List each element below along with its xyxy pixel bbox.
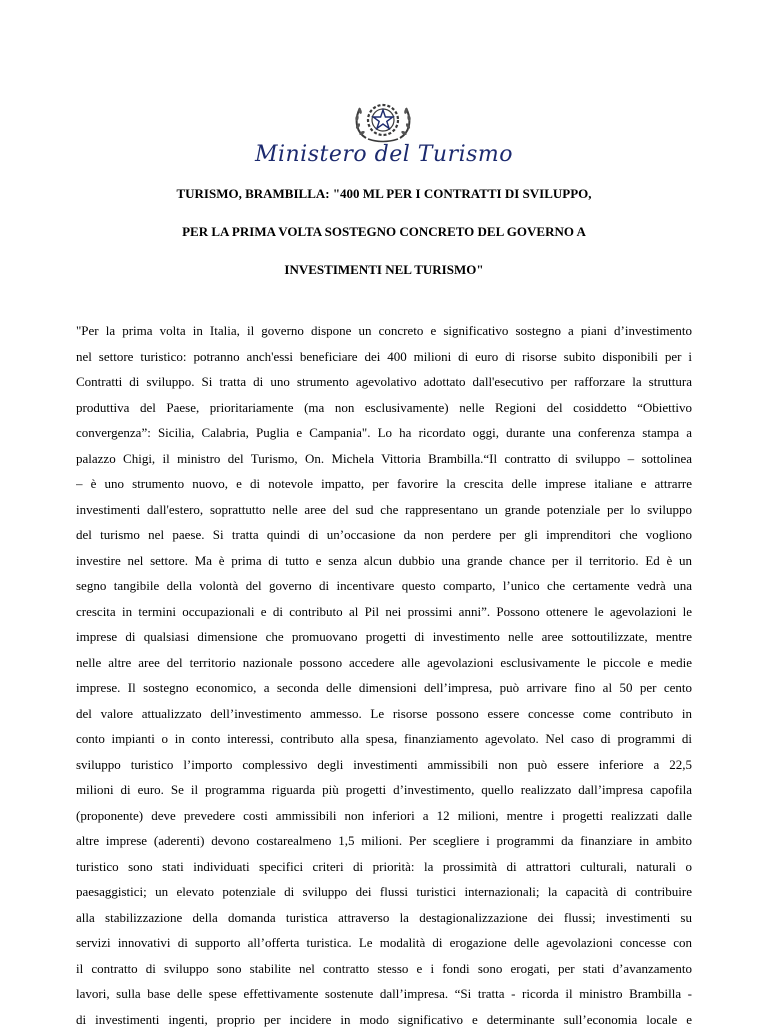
body-line: imprese. Il sostegno economico, a seconda delle dimensioni dell’impresa, può arrivare fino al 50 per cento bbox=[76, 675, 692, 701]
italian-republic-emblem-icon bbox=[352, 98, 414, 144]
body-line: Contratti di sviluppo. Si tratta di uno strumento agevolativo adottato dall'esecutivo per rafforzare la struttura bbox=[76, 369, 692, 395]
body-line: milioni di euro. Se il programma riguarda più progetti d’investimento, quello realizzato dall’impresa capofila bbox=[76, 777, 692, 803]
body-line: paesaggistici; un elevato potenziale di sviluppo dei flussi turistici internazionali; la capacità di contribuire bbox=[76, 879, 692, 905]
article-body bbox=[76, 318, 692, 1032]
body-line: di investimenti ingenti, proprio per incidere in modo significativo e determinante sull’economia locale e bbox=[76, 1007, 692, 1032]
body-line: produttiva del Paese, prioritariamente (ma non esclusivamente) nelle Regioni del cosiddetto “Obiettivo bbox=[76, 395, 692, 421]
body-line: segno tangibile della volontà del governo di incentivare questo comparto, l’unico che certamente vedrà una bbox=[76, 573, 692, 599]
body-line: – è uno strumento nuovo, e di notevole impatto, per favorire la crescita delle imprese italiane e attrarre bbox=[76, 471, 692, 497]
body-line: investimenti dall'estero, soprattutto nelle aree del sud che rappresentano un grande potenziale per lo sviluppo bbox=[76, 497, 692, 523]
ministry-logo-text: Ministero del Turismo bbox=[0, 142, 768, 167]
body-line: turistico sono stati individuati specifici criteri di priorità: la prossimità di attrattori culturali, naturali o bbox=[76, 854, 692, 880]
title-line-3: INVESTIMENTI NEL TURISMO" bbox=[90, 261, 678, 279]
body-line: investire nel settore. Ma è prima di tutto e senza alcun dubbio una grande chance per il territorio. Ed è un bbox=[76, 548, 692, 574]
body-line: (proponente) deve prevedere costi ammissibili non inferiori a 12 milioni, mentre i progetti realizzati dalle bbox=[76, 803, 692, 829]
body-line: "Per la prima volta in Italia, il governo dispone un concreto e significativo sostegno a piani d’investimento bbox=[76, 318, 692, 344]
body-line: sviluppo turistico l’importo complessivo degli investimenti ammissibili non può essere inferiore a 22,5 bbox=[76, 752, 692, 778]
title-line-1: TURISMO, BRAMBILLA: "400 ML PER I CONTRATTI DI SVILUPPO, bbox=[90, 185, 678, 203]
body-line: conto impianti o in conto interessi, contributo alla spesa, finanziamento agevolato. Nel caso di programmi di bbox=[76, 726, 692, 752]
body-line: palazzo Chigi, il ministro del Turismo, On. Michela Vittoria Brambilla.“Il contratto di sviluppo – sottolinea bbox=[76, 446, 692, 472]
body-line: crescita in termini occupazionali e di contributo al Pil nei prossimi anni”. Possono ottenere le agevolazioni le bbox=[76, 599, 692, 625]
body-line: del turismo nel paese. Si tratta quindi di un’occasione da non perdere per gli imprenditori che vogliono bbox=[76, 522, 692, 548]
body-line: imprese di qualsiasi dimensione che promuovano progetti di investimento nelle aree sottoutilizzate, mentre bbox=[76, 624, 692, 650]
body-line: nelle altre aree del territorio nazionale possono accedere alle agevolazioni esclusivamente le piccole e medie bbox=[76, 650, 692, 676]
body-line: alla stabilizzazione della domanda turistica attraverso la destagionalizzazione dei flussi; investimenti su bbox=[76, 905, 692, 931]
body-line: altre imprese (aderenti) devono costarealmeno 1,5 milioni. Per scegliere i programmi da finanziare in ambito bbox=[76, 828, 692, 854]
body-line: lavori, sulla base delle spese effettivamente sostenute dall’impresa. “Si tratta - ricorda il ministro Brambilla - bbox=[76, 981, 692, 1007]
body-line: del valore attualizzato dell’investimento ammesso. Le risorse possono essere concesse come contributo in bbox=[76, 701, 692, 727]
title-line-2: PER LA PRIMA VOLTA SOSTEGNO CONCRETO DEL GOVERNO A bbox=[90, 223, 678, 241]
body-line: convergenza”: Sicilia, Calabria, Puglia e Campania". Lo ha ricordato oggi, durante una conferenza stampa a bbox=[76, 420, 692, 446]
body-line: nel settore turistico: potranno anch'essi beneficiare dei 400 milioni di euro di risorse subito disponibili per i bbox=[76, 344, 692, 370]
body-line: servizi innovativi di supporto all’offerta turistica. Le modalità di erogazione delle agevolazioni concesse con bbox=[76, 930, 692, 956]
body-line: il contratto di sviluppo sono stabilite nel contratto stesso e i fondi sono erogati, per stati d’avanzamento bbox=[76, 956, 692, 982]
